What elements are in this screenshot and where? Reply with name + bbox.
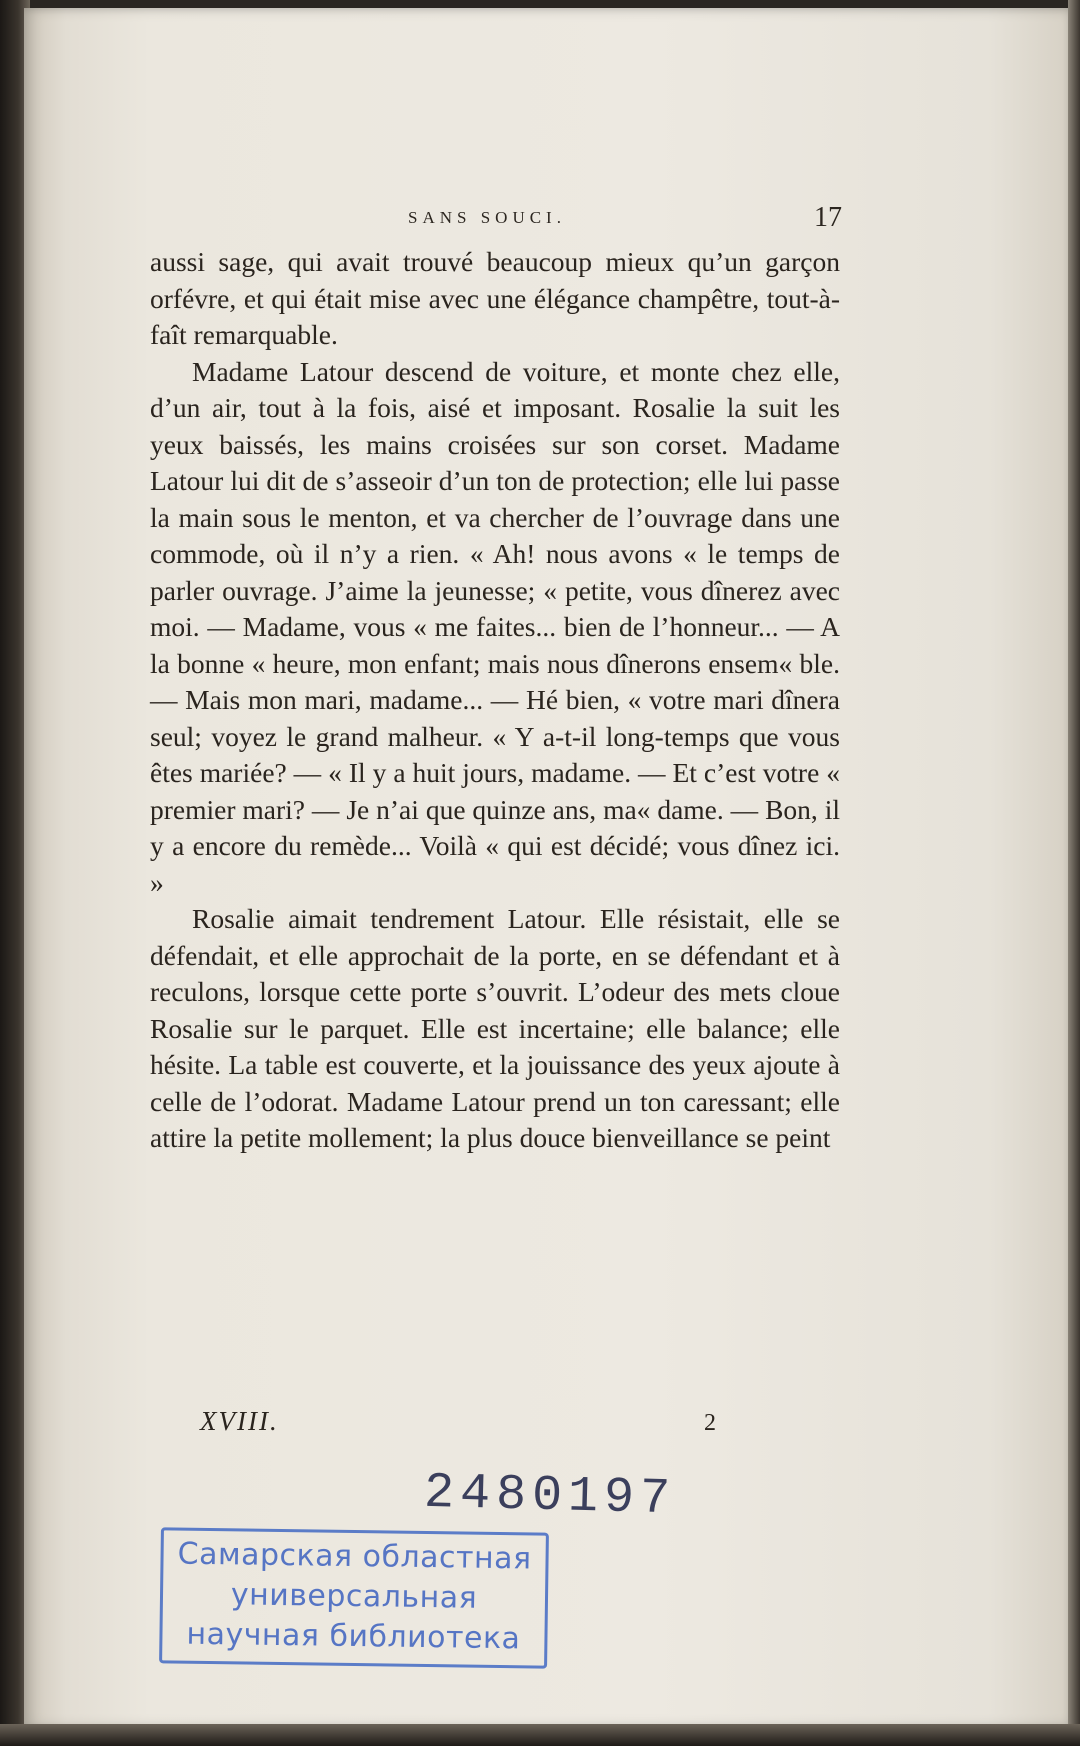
signature-mark: XVIII. [200, 1406, 279, 1436]
library-stamp [159, 1527, 549, 1668]
body-text [150, 244, 840, 1157]
stamp-line-1: Самарская областная [177, 1536, 532, 1577]
running-head [150, 202, 850, 234]
accession-number: 2480197 [423, 1464, 677, 1529]
stamp-line-3: научная библиотека [186, 1616, 521, 1657]
page-bottom-shadow [0, 1724, 1080, 1746]
paragraph-continuation: aussi sage, qui avait trouvé beaucoup mieux qu’un garçon orfévre, et qui était mise avec une élégance champêtre, tout-à-faît remarquable. [150, 246, 840, 350]
page-edge-shadow [1068, 0, 1080, 1746]
running-title: SANS SOUCI. [408, 208, 566, 227]
paragraph: Rosalie aimait tendrement Latour. Elle résistait, elle se défendait, et elle approchait de la porte, en se défendant et à reculons, lorsque cette porte s’ouvrit. L’odeur des mets cloue Rosalie sur le parquet. Elle est incertaine; elle balance; elle hésite. La table est couverte, et la jouissance des yeux ajoute à celle de l’odorat. Madame Latour prend un ton caressant; elle attire la petite mollement; la plus douce bienveillance se peint [150, 903, 840, 1153]
stamp-line-2: универсальная [230, 1577, 478, 1616]
page-number: 17 [814, 202, 842, 233]
paragraph: Madame Latour descend de voiture, et monte chez elle, d’un air, tout à la fois, aisé et imposant. Rosalie la suit les yeux baissés, les mains croisées sur son corset. Madame Latour lui dit de s’asseoir d’un ton de protection; elle lui passe la main sous le menton, et va chercher de l’ouvrage dans une commode, où il n’y a rien. « Ah! nous avons « le temps de parler ouvrage. J’aime la jeunesse; « petite, vous dînerez avec moi. — Madame, vous « me faites... bien de l’honneur... — A la bonne « heure, mon enfant; mais nous dînerons ensem« ble. — Mais mon mari, madame... — Hé bien, « votre mari dînera seul; voyez le grand malheur. « Y a-t-il long-temps que vous êtes mariée? — « Il y a huit jours, madame. — Et c’est votre « premier mari? — Je n’ai que quinze ans, ma« dame. — Bon, il y a encore du remède... Voilà « qui est décidé; vous dînez ici. » [150, 355, 840, 898]
gathering-number: 2 [704, 1410, 716, 1436]
